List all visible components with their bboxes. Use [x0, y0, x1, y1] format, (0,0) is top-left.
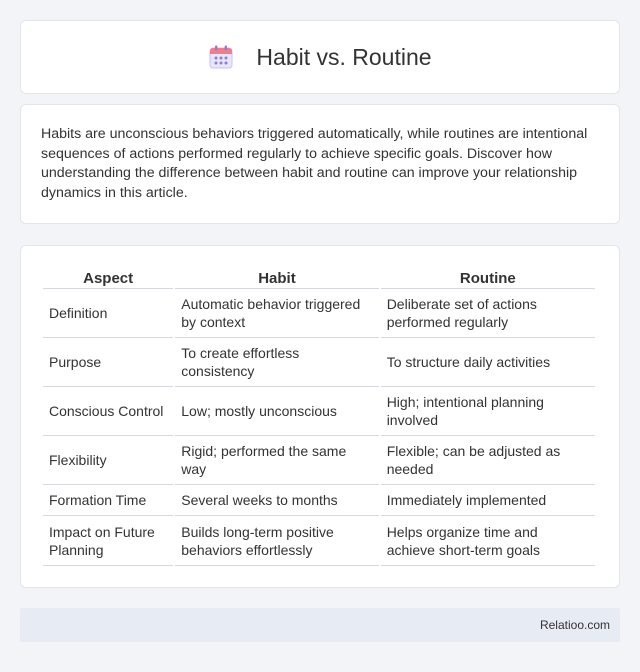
footer [20, 608, 620, 642]
table-row [43, 436, 595, 485]
habit-cell: Rigid; performed the same way [175, 436, 378, 485]
routine-cell: Immediately implemented [381, 485, 595, 516]
intro-card [20, 104, 620, 224]
habit-cell: Several weeks to months [175, 485, 378, 516]
table-header-row [43, 267, 595, 289]
aspect-cell: Formation Time [43, 485, 173, 516]
title-card [20, 20, 620, 94]
aspect-cell: Flexibility [43, 436, 173, 485]
habit-cell: Builds long-term positive behaviors effortlessly [175, 516, 378, 566]
routine-cell: Helps organize time and achieve short-term goals [381, 516, 595, 566]
table-row [43, 338, 595, 387]
table-row [43, 289, 595, 338]
aspect-cell: Impact on Future Planning [43, 516, 173, 566]
aspect-cell: Conscious Control [43, 387, 173, 436]
comparison-table-card [20, 245, 620, 588]
column-header-routine: Routine [381, 267, 595, 289]
aspect-cell: Purpose [43, 338, 173, 387]
intro-text: Habits are unconscious behaviors triggered automatically, while routines are intentional sequences of actions performed regularly to achieve specific goals. Discover how understanding the difference between habit and routine can improve your relationship dynamics in this article. [41, 126, 588, 201]
aspect-cell: Definition [43, 289, 173, 338]
comparison-table [41, 267, 597, 566]
routine-cell: Flexible; can be adjusted as needed [381, 436, 595, 485]
routine-cell: High; intentional planning involved [381, 387, 595, 436]
footer-brand: Relatioo.com [539, 618, 610, 632]
habit-cell: To create effortless consistency [175, 338, 378, 387]
routine-cell: Deliberate set of actions performed regularly [381, 289, 595, 338]
table-row [43, 516, 595, 566]
routine-cell: To structure daily activities [381, 338, 595, 387]
calendar-icon [208, 44, 234, 70]
habit-cell: Low; mostly unconscious [175, 387, 378, 436]
habit-cell: Automatic behavior triggered by context [175, 289, 378, 338]
table-row [43, 387, 595, 436]
table-row [43, 485, 595, 516]
column-header-aspect: Aspect [43, 267, 173, 289]
page-title: Habit vs. Routine [256, 43, 432, 70]
column-header-habit: Habit [175, 267, 378, 289]
